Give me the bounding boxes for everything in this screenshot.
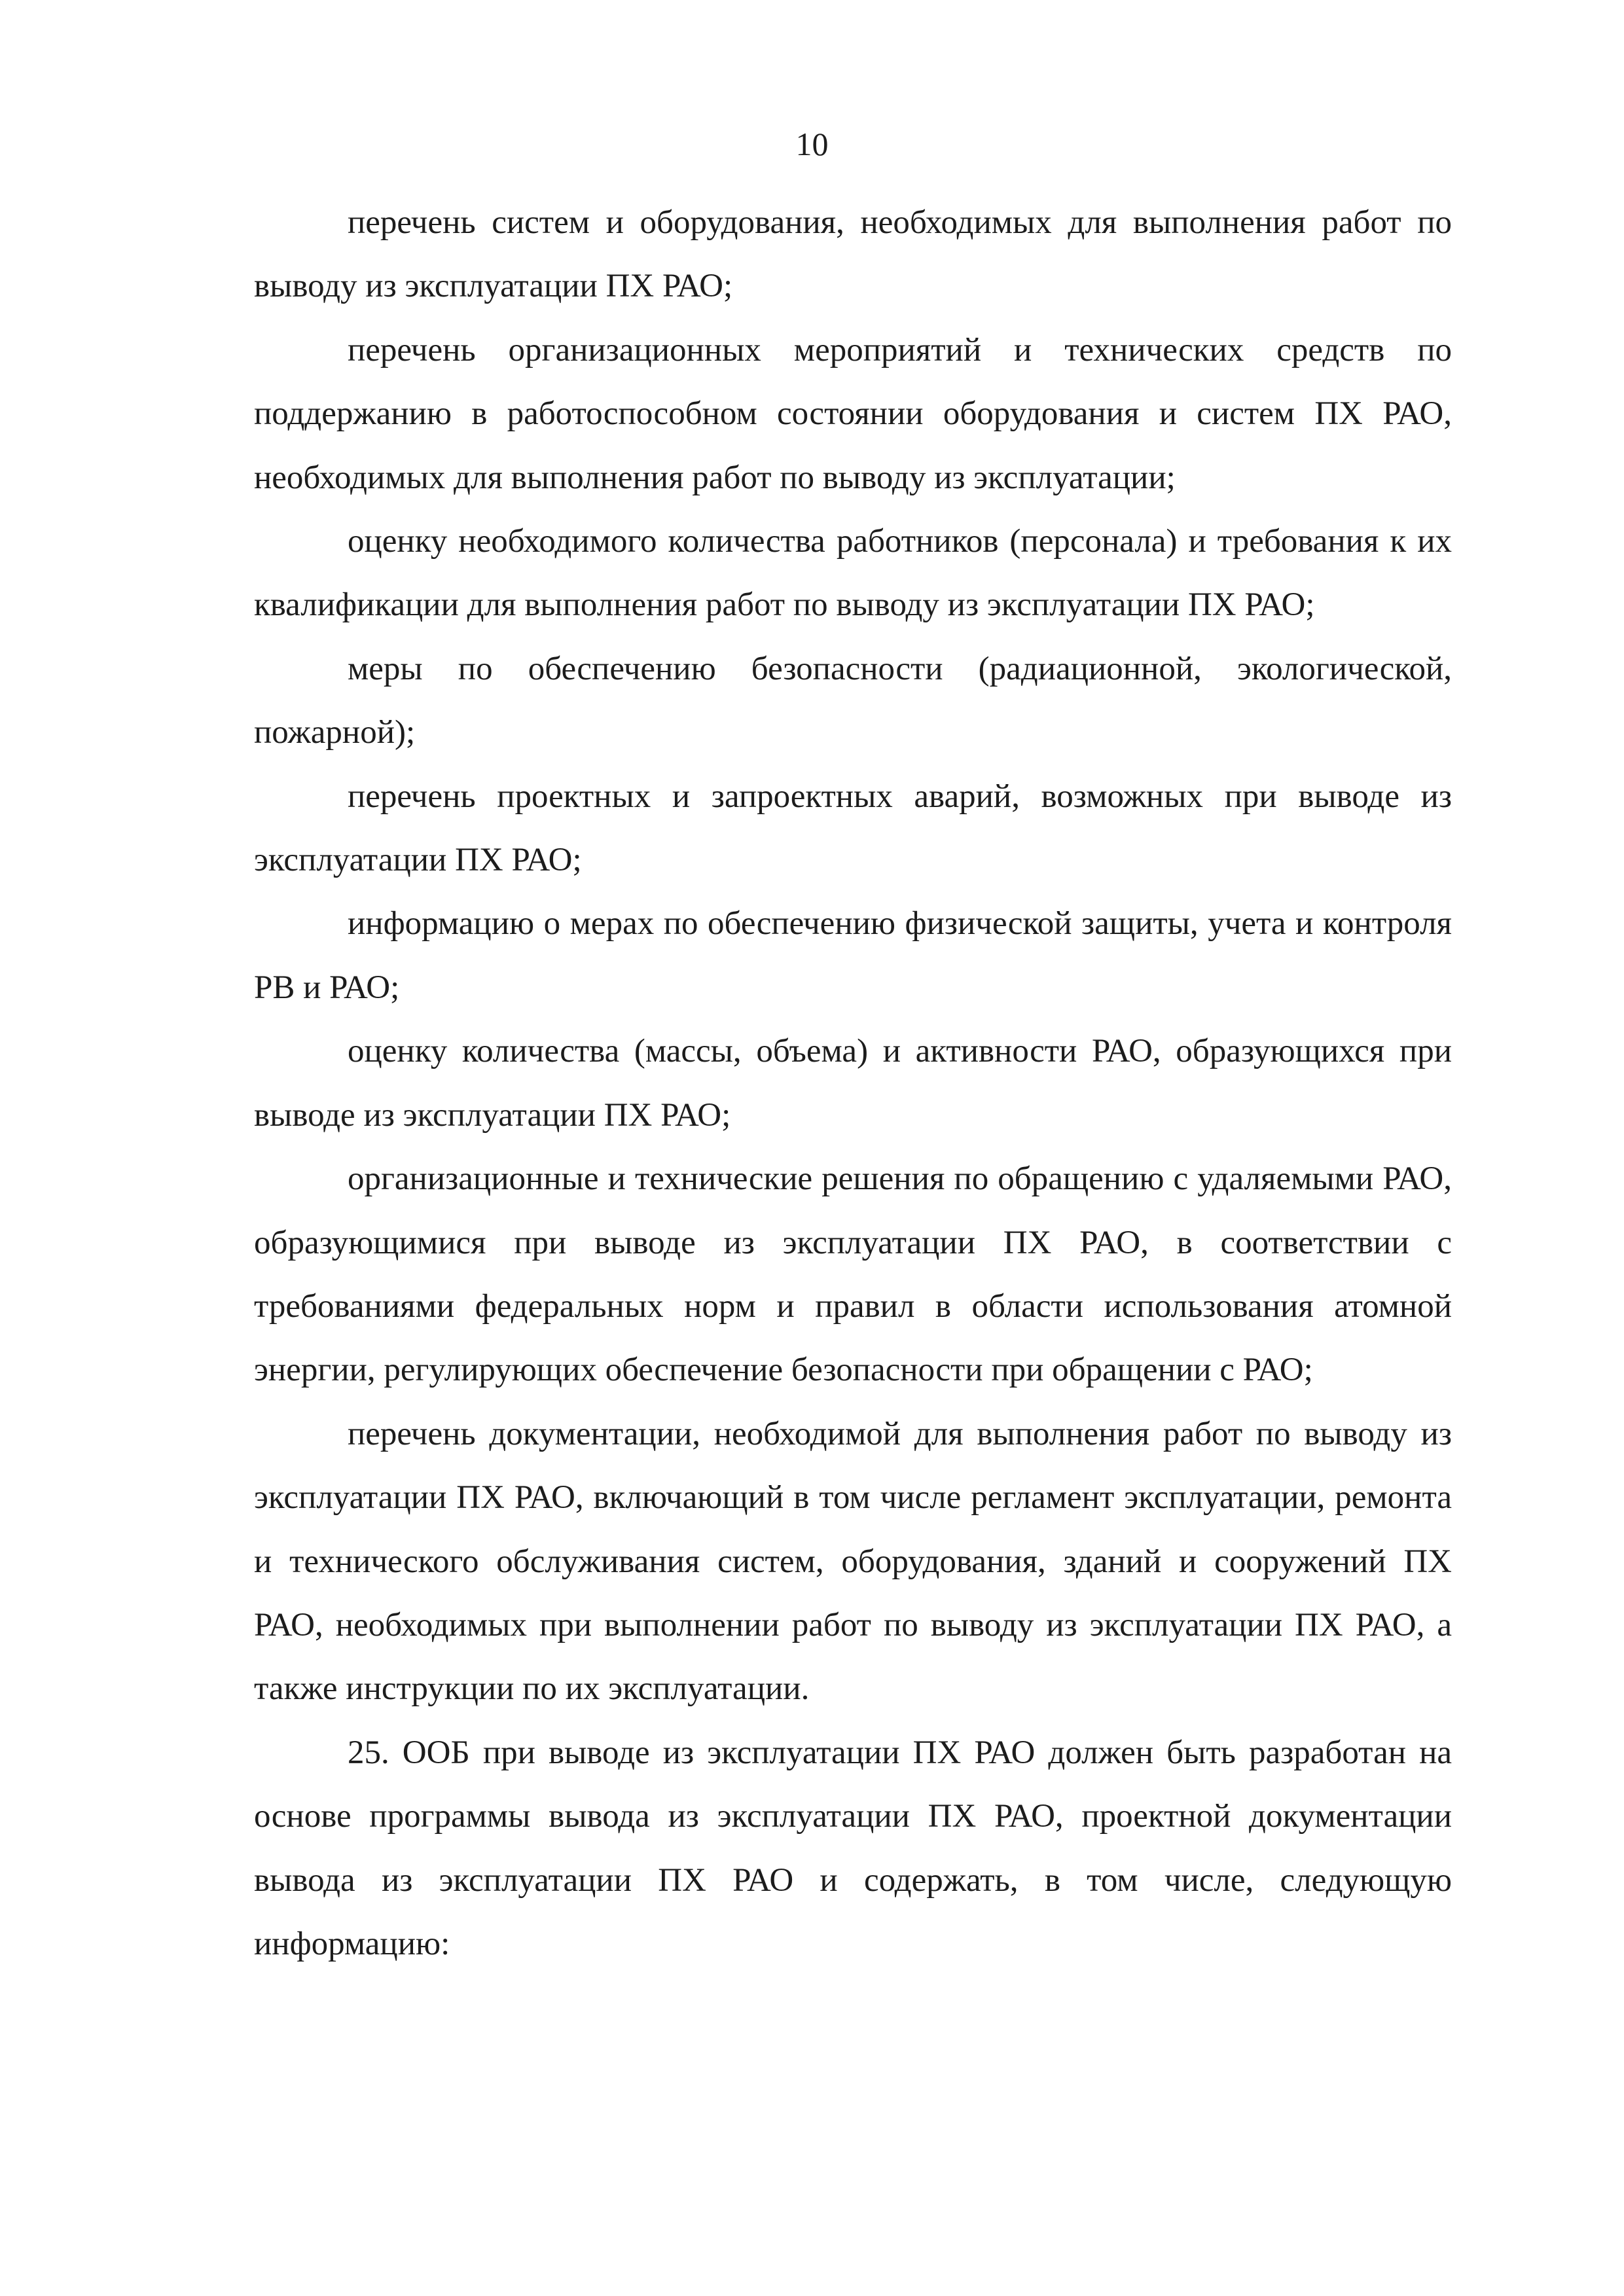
paragraph-systems-equipment-list: перечень систем и оборудования, необходимых для выполнения работ по выводу из эксплуатации ПХ РАО; bbox=[254, 204, 1452, 305]
paragraph-documentation-list: перечень документации, необходимой для выполнения работ по выводу из эксплуатации ПХ РАО, включающий в том числе регламент эксплуатации, ремонта и технического обслуживания систем, оборудования, зданий и сооружений ПХ РАО, необходимых при выполнении работ по выводу из эксплуатации ПХ РАО, а также инструкции по их эксплуатации. bbox=[254, 1415, 1452, 1708]
paragraph-rao-quantity-assessment: оценку количества (массы, объема) и активности РАО, образующихся при выводе из эксплуатации ПХ РАО; bbox=[254, 1033, 1452, 1134]
paragraph-organizational-measures-list: перечень организационных мероприятий и технических средств по поддержанию в работоспособном состоянии оборудования и систем ПХ РАО, необходимых для выполнения работ по выводу из эксплуатации; bbox=[254, 331, 1452, 496]
paragraph-personnel-assessment: оценку необходимого количества работников (персонала) и требования к их квалификации для выполнения работ по выводу из эксплуатации ПХ РАО; bbox=[254, 523, 1452, 624]
document-body bbox=[254, 191, 1452, 1976]
paragraph-physical-protection: информацию о мерах по обеспечению физической защиты, учета и контроля РВ и РАО; bbox=[254, 905, 1452, 1006]
page-number: 10 bbox=[795, 126, 829, 162]
paragraph-safety-measures: меры по обеспечению безопасности (радиационной, экологической, пожарной); bbox=[254, 650, 1452, 751]
paragraph-accidents-list: перечень проектных и запроектных аварий, возможных при выводе из эксплуатации ПХ РАО; bbox=[254, 778, 1452, 879]
paragraph-rao-handling-solutions: организационные и технические решения по обращению с удаляемыми РАО, образующимися при выводе из эксплуатации ПХ РАО, в соответствии с требованиями федеральных норм и правил в области использования атомной энергии, регулирующих обеспечение безопасности при обращении с РАО; bbox=[254, 1160, 1452, 1389]
paragraph-item-25: 25. ООБ при выводе из эксплуатации ПХ РАО должен быть разработан на основе программы вывода из эксплуатации ПХ РАО, проектной документации вывода из эксплуатации ПХ РАО и содержать, в том числе, следующую информацию: bbox=[254, 1734, 1452, 1962]
